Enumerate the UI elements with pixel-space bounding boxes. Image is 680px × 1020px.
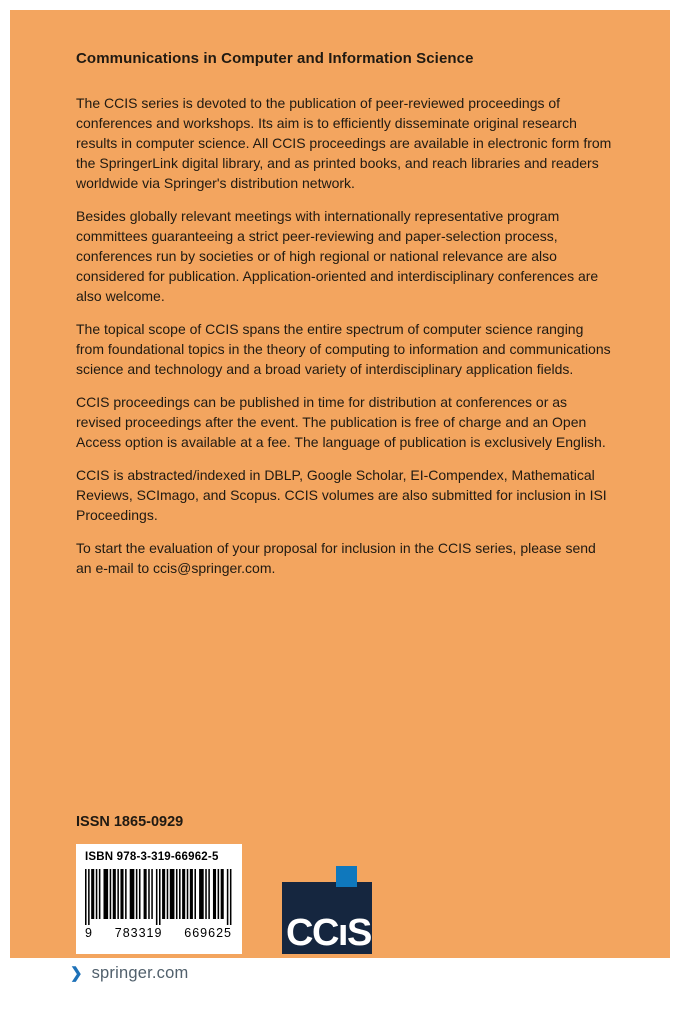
isbn-digit-group: 9 [85, 926, 93, 940]
springer-footer [70, 964, 188, 983]
body-paragraph: To start the evaluation of your proposal for inclusion in the CCIS series, please send an e-mail to ccis@springer.com. [76, 540, 596, 576]
body-paragraph: The CCIS series is devoted to the publication of peer-reviewed proceedings of conferences and workshops. Its aim is to efficiently disseminate original research results in computer science. All CCIS proceedings are available in electronic form from the SpringerLink digital library, and as printed books, and reach libraries and readers worldwide via Springer's distribution network. [76, 95, 612, 191]
body-paragraph: CCIS proceedings can be published in time for distribution at conferences or as revised proceedings after the event. The publication is free of charge and an Open Access option is available at a fee. The language of publication is exclusively English. [76, 394, 606, 450]
back-cover-panel [10, 10, 670, 958]
issn-label: ISSN 1865-0929 [76, 814, 184, 830]
ccis-logo-letters: CCıS [286, 911, 371, 954]
body-paragraph: Besides globally relevant meetings with internationally representative program committees guaranteeing a strict peer-reviewing and paper-selection process, conferences run by societies or of high regional or national relevance are also considered for publication. Application-oriented and interdisciplinary conferences are also welcome. [76, 208, 599, 304]
ccis-logo-dot-icon [336, 866, 357, 887]
cover-text-block [76, 50, 612, 591]
series-title: Communications in Computer and Information Science [76, 50, 474, 67]
isbn-digit-group: 783319 [114, 926, 163, 940]
chevron-right-icon: ❯ [70, 965, 83, 982]
isbn-label: ISBN 978-3-319-66962-5 [85, 851, 219, 863]
isbn-block [76, 844, 242, 954]
body-paragraph: The topical scope of CCIS spans the entire spectrum of computer science ranging from foundational topics in the theory of computing to information and communications science and technology and a broad variety of interdisciplinary application fields. [76, 321, 611, 377]
body-paragraph: CCIS is abstracted/indexed in DBLP, Google Scholar, EI-Compendex, Mathematical Reviews, SCImago, and Scopus. CCIS volumes are also submitted for inclusion in ISI Proceedings. [76, 467, 607, 523]
isbn-digit-group: 669625 [184, 926, 232, 940]
ccis-logo [282, 882, 372, 954]
springer-site-label: springer.com [91, 964, 189, 982]
ccis-logo-square [282, 882, 372, 954]
isbn-barcode [85, 869, 233, 925]
isbn-digits [85, 925, 233, 940]
